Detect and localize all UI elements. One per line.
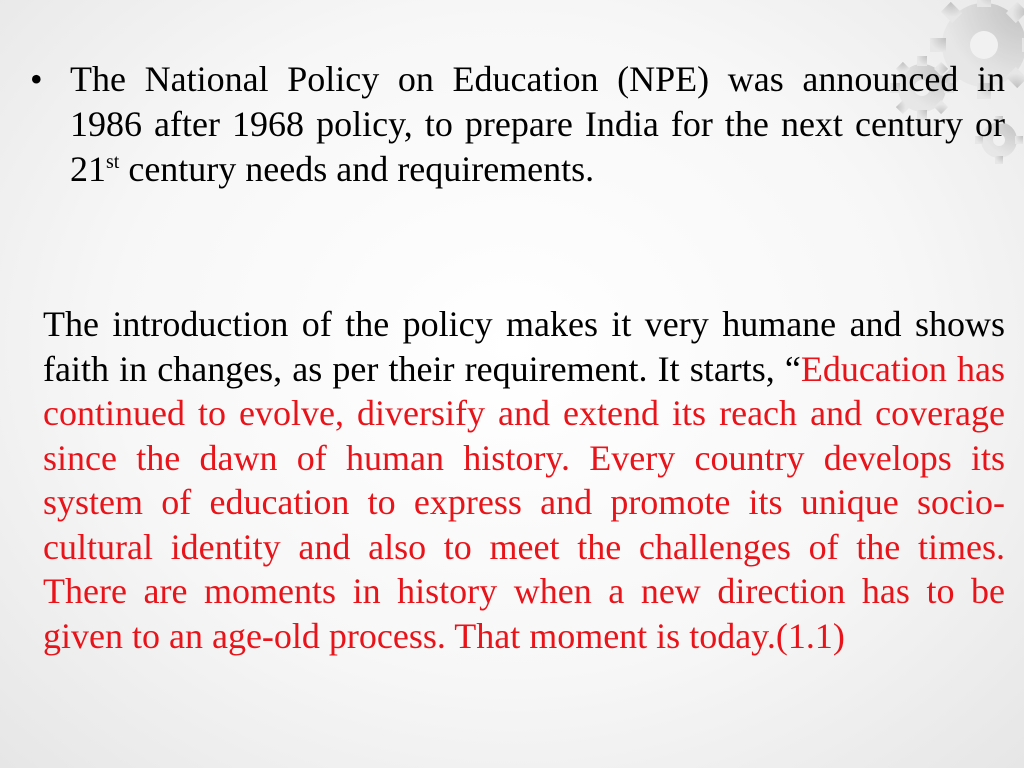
bullet-text [70, 57, 1005, 192]
bullet-text-main: The National Policy on Education (NPE) was announced in 1986 after 1968 policy, to prepare India for the next century or 21 [70, 59, 1005, 189]
bullet-dot: • [30, 59, 43, 99]
ordinal-suffix: st [106, 151, 120, 173]
bullet-item [30, 57, 1005, 192]
body-paragraph [43, 302, 1005, 658]
paragraph-intro: The introduction of the policy makes it very humane and shows faith in changes, as per their requirement. It starts, “ [43, 304, 1005, 389]
bullet-text-end: century needs and requirements. [119, 149, 595, 189]
policy-quote: Education has continued to evolve, diversify and extend its reach and coverage since the dawn of human history. Every country develops its system of education to express and promote its unique socio-cultural identity and also to meet the challenges of the times. There are moments in history when a new direction has to be given to an age-old process. That moment is today.(1.1) [43, 348, 1005, 656]
